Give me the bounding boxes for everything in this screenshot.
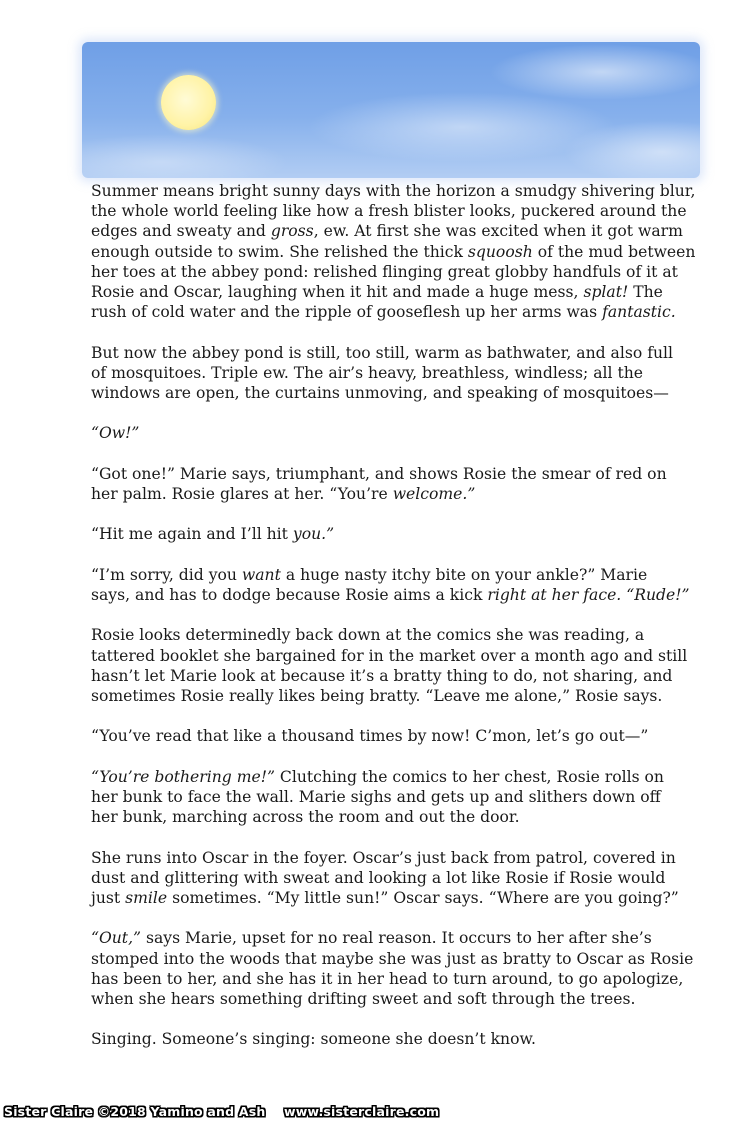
text-line (91, 282, 691, 302)
text-line (91, 726, 691, 746)
paragraph (91, 464, 691, 504)
text-run: her bunk to face the wall. Marie sighs and gets up and slithers down off (91, 787, 661, 806)
italic-run: “Out,” (91, 929, 141, 948)
text-run: Rosie looks determinedly back down at the comics she was reading, a (91, 626, 645, 645)
text-run: says Marie, upset for no real reason. It occurs to her after she’s (141, 929, 652, 948)
text-line (91, 989, 691, 1009)
italic-run: “You’re bothering me!” (91, 767, 275, 786)
text-line (91, 242, 696, 262)
text-run: Summer means bright sunny days with the horizon a smudgy shivering blur, (91, 182, 696, 200)
text-run: enough outside to swim. She relished the thick (91, 242, 468, 261)
paragraph (91, 625, 691, 706)
paragraph (91, 565, 691, 605)
text-run: rush of cold water and the ripple of gooseflesh up her arms was (91, 303, 603, 322)
text-run: dust and glittering with sweat and looking a lot like Rosie if Rosie would (91, 868, 666, 887)
text-line (91, 787, 691, 807)
text-line (91, 1029, 691, 1049)
text-run: Clutching the comics to her chest, Rosie rolls on (274, 767, 664, 786)
text-run: sometimes. “My little sun!” Oscar says. “Where are you going?” (167, 888, 679, 907)
text-run: tattered booklet she bargained for in the market over a month ago and still (91, 646, 688, 665)
paragraph (91, 343, 691, 404)
text-run: of the mud between (532, 242, 696, 261)
text-run: the whole world feeling like how a fresh blister looks, puckered around the (91, 202, 687, 221)
paragraph (91, 848, 691, 909)
text-line (91, 302, 691, 322)
text-line (91, 524, 691, 544)
text-line (91, 807, 691, 827)
text-run: “You’ve read that like a thousand times by now! C’mon, let’s go out—” (91, 727, 649, 746)
paragraph (91, 928, 694, 1009)
text-run: Rosie and Oscar, laughing when it hit and made a huge mess, (91, 283, 584, 302)
sky-illustration (82, 42, 700, 178)
text-line (91, 383, 691, 403)
text-line (91, 181, 696, 201)
footer-credit: Sister Claire ©2018 Yamino and Ash (4, 1104, 266, 1119)
italic-run: you.” (292, 525, 335, 544)
text-line (91, 423, 691, 443)
sun-icon (161, 75, 216, 130)
text-run: hasn’t let Marie look at because it’s a bratty thing to do, not sharing, and (91, 666, 673, 685)
text-line (91, 949, 694, 969)
text-line (91, 928, 691, 948)
text-run: a huge nasty itchy bite on your ankle?” Marie (280, 565, 648, 584)
text-run: But now the abbey pond is still, too still, warm as bathwater, and also full (91, 343, 673, 362)
text-line (91, 666, 691, 686)
italic-run: right at her face. (487, 585, 622, 604)
paragraph (91, 1029, 691, 1049)
text-line (91, 686, 691, 706)
italic-run: “Ow!” (91, 424, 140, 443)
paragraph (91, 726, 691, 746)
text-line (91, 201, 691, 221)
text-run: sometimes Rosie really likes being bratty. “Leave me alone,” Rosie says. (91, 686, 663, 705)
text-line (91, 262, 691, 282)
text-run: edges and sweaty and (91, 222, 271, 241)
text-line (91, 767, 691, 787)
footer (4, 1104, 746, 1124)
text-line (91, 888, 691, 908)
text-line (91, 464, 691, 484)
text-run: has been to her, and she has it in her head to turn around, to go apologize, (91, 969, 684, 988)
text-run: windows are open, the curtains unmoving, and speaking of mosquitoes— (91, 384, 669, 403)
text-run: her palm. Rosie glares at her. “You’re (91, 485, 393, 503)
text-line (91, 565, 691, 585)
text-run: , ew. At first she was excited when it got warm (313, 222, 683, 241)
text-line (91, 363, 691, 383)
text-line (91, 868, 691, 888)
text-line (91, 969, 691, 989)
paragraph (91, 524, 691, 544)
text-run: “I’m sorry, did you (91, 565, 242, 584)
paragraph (91, 181, 696, 322)
story-text (91, 181, 696, 1070)
text-line (91, 343, 691, 363)
text-run: “Hit me again and I’ll hit (91, 525, 293, 544)
text-run: The (628, 283, 663, 302)
paragraph (91, 767, 691, 828)
text-run: stomped into the woods that maybe she was just as bratty to Oscar as Rosie (91, 949, 694, 968)
italic-run: fantastic. (602, 303, 676, 322)
italic-run: “Rude!” (626, 585, 690, 604)
italic-run: squoosh (467, 242, 533, 261)
text-line (91, 585, 691, 605)
text-run: her toes at the abbey pond: relished flinging great globby handfuls of it at (91, 262, 678, 281)
text-run: says, and has to dodge because Rosie aims a kick (91, 585, 488, 604)
text-run: just (91, 888, 126, 907)
text-line (91, 625, 691, 645)
italic-run: gross (270, 222, 314, 241)
italic-run: splat! (583, 283, 629, 302)
text-run: of mosquitoes. Triple ew. The air’s heavy, breathless, windless; all the (91, 363, 644, 382)
footer-url: www.sisterclaire.com (284, 1104, 440, 1119)
text-run: “Got one!” Marie says, triumphant, and shows Rosie the smear of red on (91, 464, 667, 483)
text-run: Singing. Someone’s singing: someone she doesn’t know. (91, 1030, 536, 1049)
italic-run: welcome.” (392, 485, 476, 503)
paragraph (91, 423, 691, 443)
text-line (91, 221, 691, 241)
text-line (91, 848, 691, 868)
italic-run: smile (125, 888, 168, 907)
text-run: She runs into Oscar in the foyer. Oscar’s just back from patrol, covered in (91, 848, 676, 867)
italic-run: want (241, 565, 281, 584)
text-line (91, 646, 691, 666)
text-line (91, 484, 691, 504)
text-run: her bunk, marching across the room and out the door. (91, 808, 520, 827)
text-run: when she hears something drifting sweet and soft through the trees. (91, 989, 636, 1008)
